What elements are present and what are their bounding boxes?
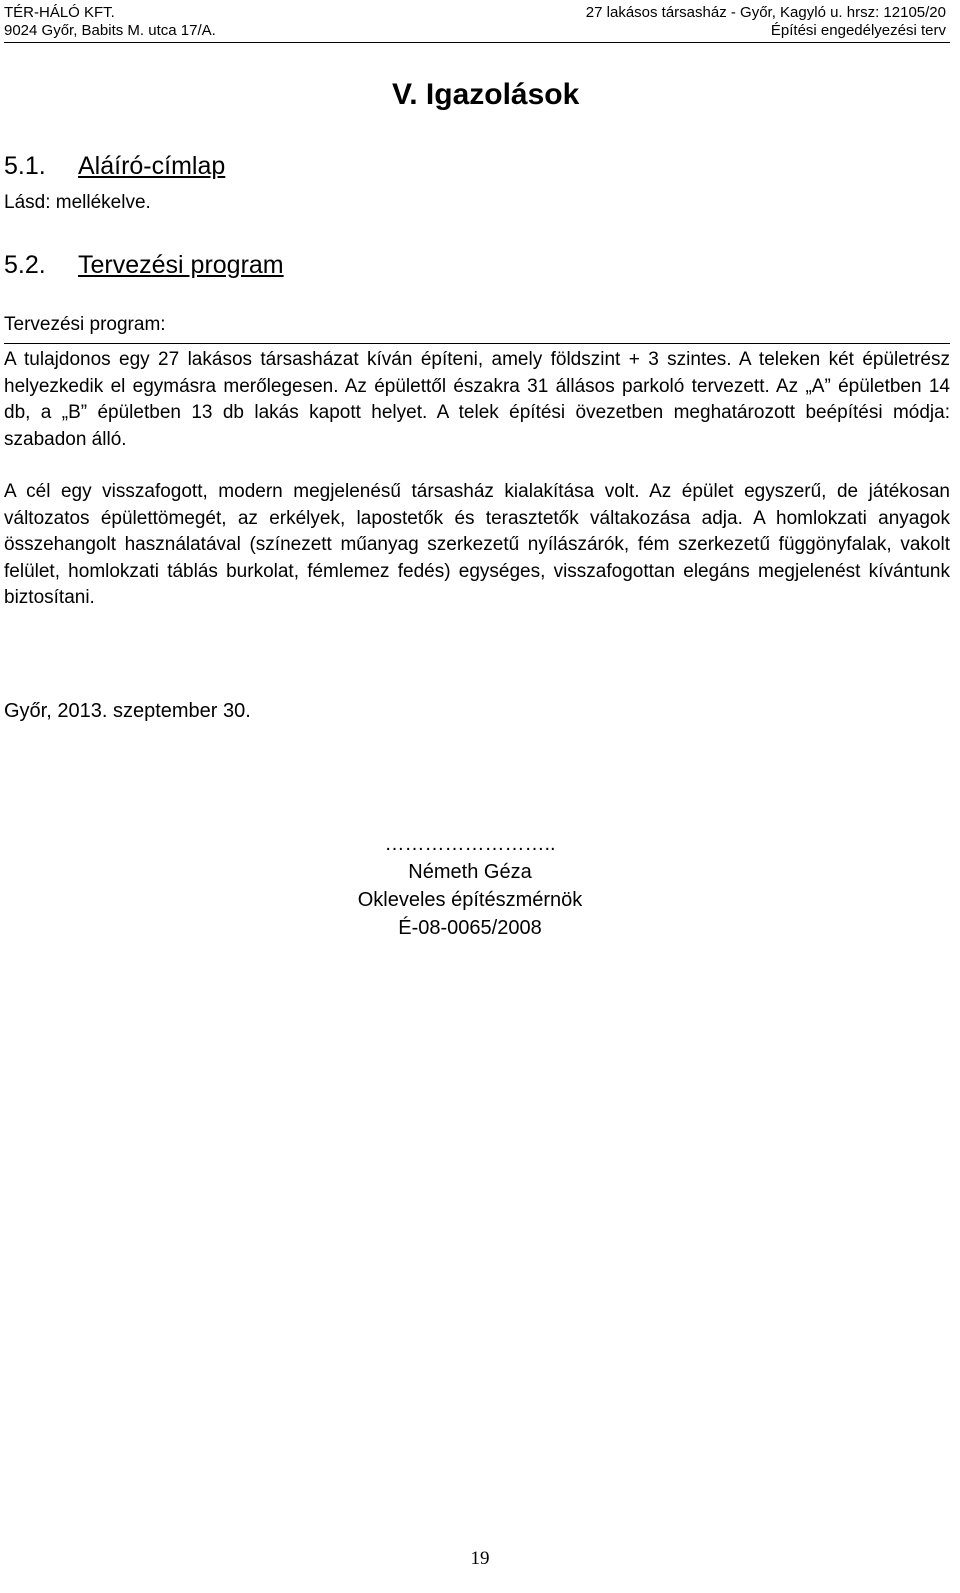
- program-paragraph-2: A cél egy visszafogott, modern megjelenésű társasház kialakítása volt. Az épület egyszerű, de játékosan változatos épülettömegét, az erkélyek, lapostetők és terasztetők váltakozása adja. A homlokzati anyagok összehangolt használatával (színezett műanyag szerkezetű nyílászárók, fém szerkezetű függönyfalak, vakolt felület, homlokzati táblás burkolat, fémlemez fedés) egységes, visszafogottan elegáns megjelenést kívántunk biztosítani.: [4, 481, 950, 608]
- section-number: 5.2.: [4, 251, 46, 279]
- signer-license: É-08-0065/2008: [398, 917, 542, 939]
- signer-title: Okleveles építészmérnök: [357, 889, 583, 911]
- project-name: 27 lakásos társasház - Győr, Kagyló u. hrsz: 12105/20: [585, 4, 946, 21]
- header-divider: [4, 42, 950, 43]
- chapter-title: V. Igazolások: [392, 78, 580, 111]
- signature-block: [0, 830, 940, 942]
- header-right: [586, 4, 946, 40]
- section-heading-5-1: [4, 152, 225, 181]
- section-heading-5-2: [4, 251, 284, 280]
- date-line: Győr, 2013. szeptember 30.: [4, 700, 251, 722]
- signature-dots: ……………………..: [384, 833, 556, 855]
- section-title: Tervezési program: [78, 251, 284, 279]
- program-divider: [4, 343, 950, 344]
- section-title: Aláíró-címlap: [78, 152, 226, 180]
- program-paragraph-1: A tulajdonos egy 27 lakásos társasházat kíván építeni, amely földszint + 3 szintes. A teleken két épületrész helyezkedik el egymásra merőlegesen. Az épülettől északra 31 állásos parkoló tervezett. Az „A” épületben 14 db, a „B” épületben 13 db lakás kapott helyet. A telek építési övezetben meghatározott beépítési módja: szabadon álló.: [4, 349, 950, 450]
- page-number: 19: [470, 1548, 490, 1569]
- company-address: 9024 Győr, Babits M. utca 17/A.: [4, 22, 216, 39]
- section-5-1-text: Lásd: mellékelve.: [4, 192, 151, 213]
- header-left: [4, 4, 216, 40]
- signer-name: Németh Géza: [408, 861, 532, 883]
- program-heading: Tervezési program:: [4, 314, 166, 335]
- section-number: 5.1.: [4, 152, 46, 180]
- document-type: Építési engedélyezési terv: [770, 22, 946, 39]
- company-name: TÉR-HÁLÓ KFT.: [4, 4, 115, 21]
